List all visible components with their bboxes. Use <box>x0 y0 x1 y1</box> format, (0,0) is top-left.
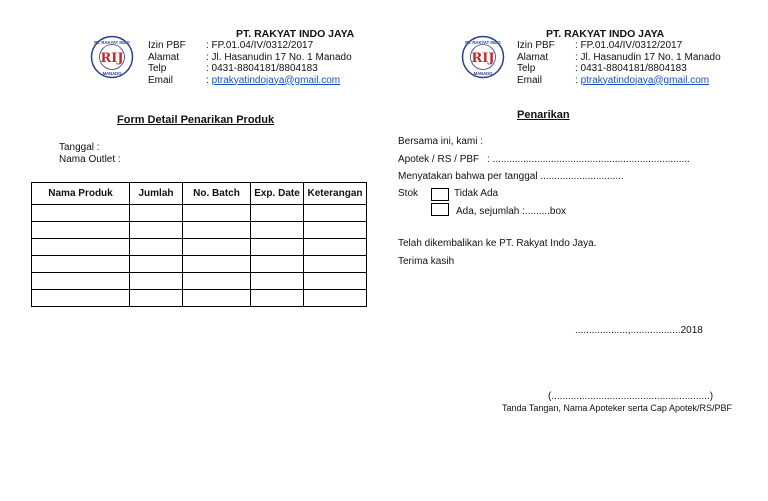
table-cell[interactable] <box>251 205 304 222</box>
email-link[interactable]: ptrakyatindojaya@gmail.com <box>580 74 710 86</box>
table-cell[interactable] <box>130 273 183 290</box>
apotek-label: Apotek / RS / PBF <box>398 154 480 165</box>
info-label: Email <box>148 74 174 86</box>
col-no-batch: No. Batch <box>183 183 251 205</box>
company-logo <box>461 35 505 79</box>
signature-line[interactable]: (.........................................................) <box>548 391 714 402</box>
info-value: : FP.01.04/IV/0312/2017 <box>575 40 683 51</box>
table-cell[interactable] <box>183 239 251 256</box>
table-header-row <box>32 183 367 205</box>
left-form-title: Form Detail Penarikan Produk <box>117 114 275 126</box>
ada-checkbox[interactable] <box>431 203 449 216</box>
table-cell[interactable] <box>130 256 183 273</box>
info-value: : 0431-8804181/8804183 <box>206 63 318 74</box>
logo-ring-bottom: MANADO <box>102 71 122 76</box>
table-row <box>32 239 367 256</box>
info-label: Email <box>517 74 543 86</box>
table-cell[interactable] <box>183 290 251 307</box>
table-cell[interactable] <box>251 273 304 290</box>
table-cell[interactable] <box>183 273 251 290</box>
col-exp-date: Exp. Date <box>251 183 304 205</box>
col-keterangan: Keterangan <box>304 183 367 205</box>
logo-ring-top: PT. RAKYAT INDO <box>465 40 501 45</box>
tidak-ada-label: Tidak Ada <box>454 188 499 199</box>
email-link[interactable]: ptrakyatindojaya@gmail.com <box>211 74 341 86</box>
info-label: Alamat <box>148 51 180 63</box>
info-label: Telp <box>517 63 536 74</box>
stok-label: Stok <box>398 188 419 199</box>
table-cell[interactable] <box>183 205 251 222</box>
table-cell[interactable] <box>251 222 304 239</box>
logo-ring-top: PT. RAKYAT INDO <box>94 40 130 45</box>
table-cell[interactable] <box>130 205 183 222</box>
table-cell[interactable] <box>32 239 130 256</box>
date-line[interactable]: ...................,..................2018 <box>575 325 703 336</box>
ada-label: Ada, sejumlah :.........box <box>456 206 567 217</box>
table-row <box>32 290 367 307</box>
company-logo <box>90 35 134 79</box>
tidak-ada-checkbox[interactable] <box>431 188 449 201</box>
logo-ring-bottom: MANADO <box>473 71 493 76</box>
logo-mark-text: RIJ <box>471 51 495 66</box>
bersama-text: Bersama ini, kami : <box>398 136 484 147</box>
table-cell[interactable] <box>183 222 251 239</box>
table-cell[interactable] <box>130 290 183 307</box>
table-cell[interactable] <box>304 290 367 307</box>
info-value: : <box>575 74 581 86</box>
col-jumlah: Jumlah <box>130 183 183 205</box>
table-row <box>32 205 367 222</box>
info-label: Izin PBF <box>148 40 186 51</box>
table-cell[interactable] <box>251 239 304 256</box>
table-cell[interactable] <box>32 205 130 222</box>
company-name: PT. RAKYAT INDO JAYA <box>546 28 665 40</box>
table-cell[interactable] <box>251 256 304 273</box>
apotek-value[interactable]: : ....................................................................... <box>487 154 690 165</box>
info-value: : 0431-8804181/8804183 <box>575 63 687 74</box>
table-row <box>32 273 367 290</box>
info-label: Izin PBF <box>517 40 555 51</box>
nama-outlet-label: Nama Outlet : <box>59 154 121 165</box>
table-cell[interactable] <box>304 273 367 290</box>
table-row <box>32 222 367 239</box>
logo-mark-text: RIJ <box>100 51 124 66</box>
product-table <box>31 182 367 307</box>
table-cell[interactable] <box>304 256 367 273</box>
terima-kasih-text: Terima kasih <box>398 256 455 267</box>
info-value: : Jl. Hasanudin 17 No. 1 Manado <box>575 51 721 63</box>
table-cell[interactable] <box>251 290 304 307</box>
col-nama-produk: Nama Produk <box>32 183 130 205</box>
table-cell[interactable] <box>183 256 251 273</box>
table-cell[interactable] <box>130 222 183 239</box>
table-cell[interactable] <box>304 239 367 256</box>
company-name: PT. RAKYAT INDO JAYA <box>236 28 355 40</box>
table-cell[interactable] <box>130 239 183 256</box>
table-cell[interactable] <box>32 256 130 273</box>
info-label: Alamat <box>517 51 549 63</box>
info-value: : <box>206 74 212 86</box>
info-value: : FP.01.04/IV/0312/2017 <box>206 40 314 51</box>
table-cell[interactable] <box>32 273 130 290</box>
dikembalikan-text: Telah dikembalikan ke PT. Rakyat Indo Jaya. <box>398 238 597 249</box>
signature-caption: Tanda Tangan, Nama Apoteker serta Cap Apotek/RS/PBF <box>502 403 732 413</box>
table-cell[interactable] <box>32 222 130 239</box>
table-cell[interactable] <box>304 222 367 239</box>
right-form-title: Penarikan <box>517 109 570 121</box>
company-info <box>148 40 368 86</box>
table-cell[interactable] <box>304 205 367 222</box>
company-info <box>517 40 737 86</box>
info-label: Telp <box>148 63 167 74</box>
tanggal-label: Tanggal : <box>59 142 100 153</box>
menyatakan-text: Menyatakan bahwa per tanggal .............................. <box>398 171 624 182</box>
table-row <box>32 256 367 273</box>
table-cell[interactable] <box>32 290 130 307</box>
info-value: : Jl. Hasanudin 17 No. 1 Manado <box>206 51 352 63</box>
